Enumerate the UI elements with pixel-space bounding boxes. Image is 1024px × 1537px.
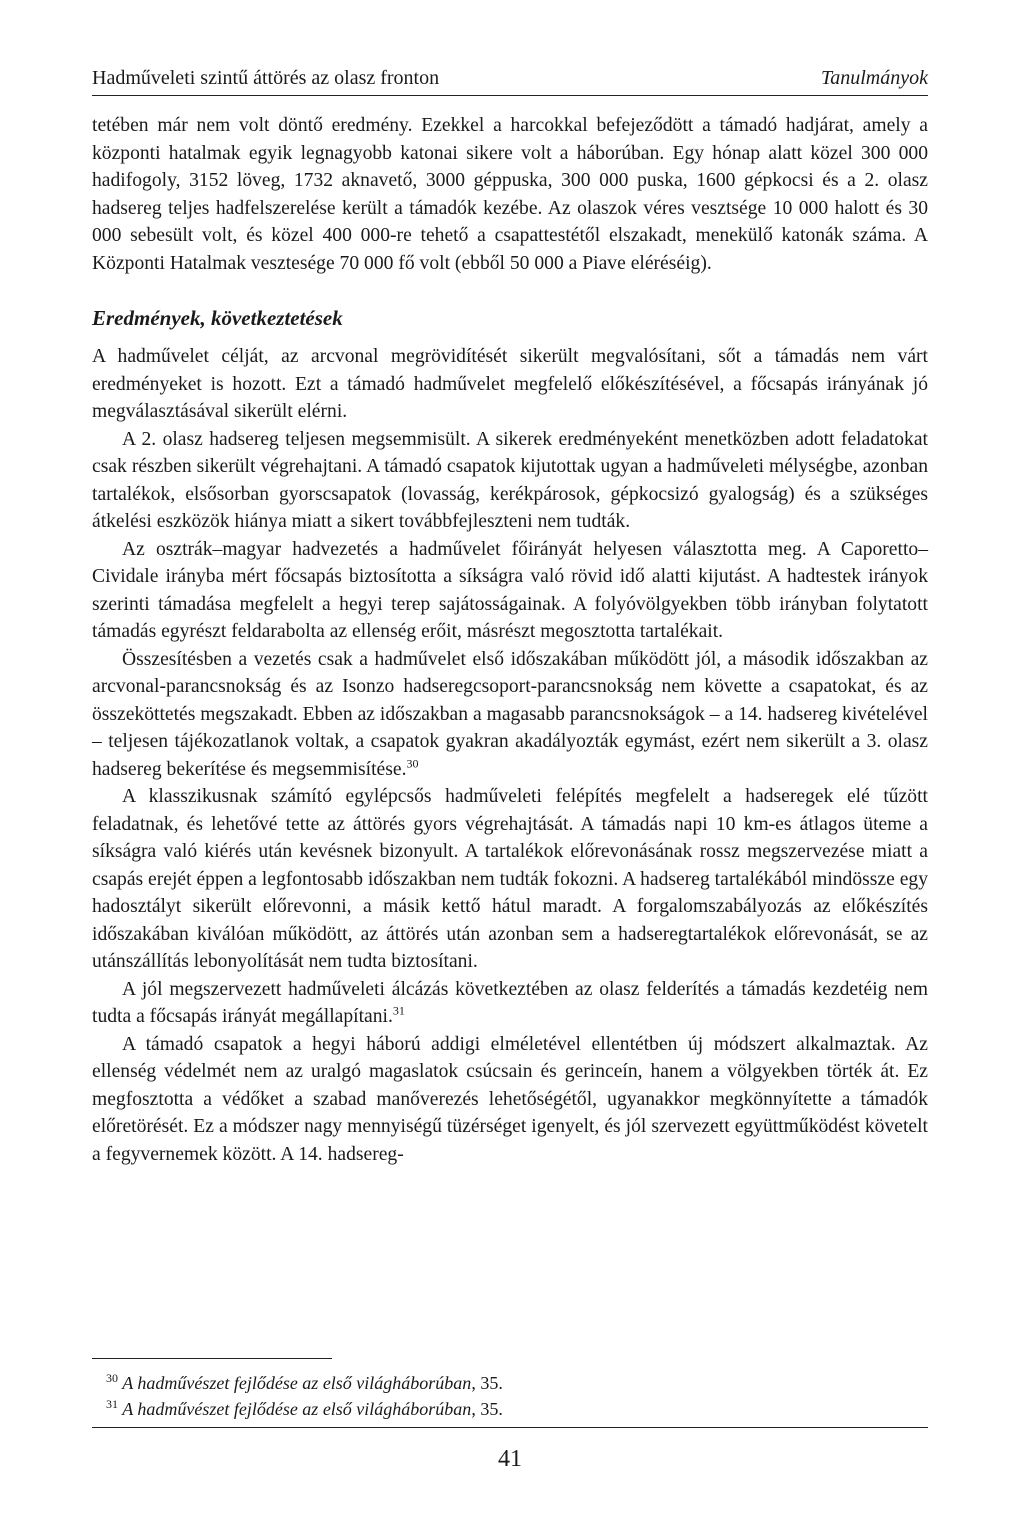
paragraph: A 2. olasz hadsereg teljesen megsemmisült. A sikerek eredményeként menetközben adott feladatokat csak részben sikerült végrehajtani. A támadó csapatok kijutottak ugyan a hadműveleti mélységbe, azonban tartalékok, elsősorban gyorscsapatok (lovasság, kerékpárosok, gépkocsizó gyalogság) és a szükséges átkelési eszközök hiánya miatt a sikert továbbfejleszteni nem tudták. [92,428,928,532]
paragraph [92,976,928,1031]
footnote [106,1370,926,1396]
paragraph-text: Összesítésben a vezetés csak a hadművelet első időszakában működött jól, a második időszakban az arcvonal-parancsnokság és az Isonzo hadseregcsoport-parancsnokság nem követte a csapatokat, és az összeköttetés megszakadt. Ebben az időszakban a magasabb parancsnokságok – a 14. hadsereg kivételével – teljesen tájékozatlanok voltak, a csapatok gyakran akadályozták egymást, ezért nem sikerült a 3. olasz hadsereg bekerítése és megsemmisítése. [92,648,928,780]
book-page [92,0,930,1537]
footer-divider [92,1427,928,1428]
footnotes [106,1370,926,1422]
section-heading: Eredmények, következtetések [92,306,343,330]
paragraph: A klasszikusnak számító egylépcsős hadműveleti felépítés megfelelt a hadseregek elé tűzött feladatnak, és lehetővé tette az áttörés gyors végrehajtását. A támadás napi 10 km-es átlagos üteme a síkságra való kiérés után kevésnek bizonyult. A tartalékok előrevonásának rossz megszervezése miatt a csapás erejét éppen a legfontosabb időszakban nem tudták fokozni. A hadsereg tartalékából mindössze egy hadosztályt sikerült előrevonni, a másik kettő hátul maradt. A forgalomszabályozás az előkészítés időszakában kiválóan működött, az áttörés után azonban sem a hadseregtartalékok előrevonását, se az utánszállítás lebonyolítását nem tudta biztosítani. [92,786,928,972]
page-number: 41 [498,1446,522,1472]
footnote-ref[interactable]: 30 [406,755,419,770]
body-text [92,112,928,1168]
footnote-divider [92,1358,332,1359]
paragraph: Az osztrák–magyar hadvezetés a hadművelet főirányát helyesen választotta meg. A Caporetto–Cividale irányba mért főcsapás biztosította a síkságra való rövid idő alatti kijutást. A hadtestek irányok szerinti támadása megfelelt a hegyi terep sajátosságainak. A folyóvölgyekben több irányban folytatott támadás egyrészt feldarabolta az ellenség erőit, másrészt megosztotta tartalékait. [92,538,928,642]
paragraph-text: A jól megszervezett hadműveleti álcázás következtében az olasz felderítés a támadás kezdetéig nem tudta a főcsapás irányát megállapítani. [92,978,928,1027]
footnote-page: , 35. [471,1373,503,1393]
footnote-title: A hadművészet fejlődése az első világháborúban [122,1399,472,1419]
header-section: Tanulmányok [820,67,928,89]
footnote-ref[interactable]: 31 [392,1003,405,1018]
running-header [92,67,928,96]
footnote-title: A hadművészet fejlődése az első világháborúban [122,1373,472,1393]
footnote [106,1396,926,1422]
paragraph: A támadó csapatok a hegyi háború addigi elméletével ellentétben új módszert alkalmaztak. Az ellenség védelmét nem az uralgó magaslatok csúcsain és gerinceín, hanem a völgyekben törték át. Ez megfosztotta a védőket a szabad manőverezés lehetőségétől, ugyanakkor megkönnyítette a támadók előretörését. Ez a módszer nagy mennyiségű tüzérséget igenyelt, és jól szervezett együttműködést követelt a fegyvernemek között. A 14. hadsereg- [92,1033,928,1165]
paragraph [92,646,928,784]
paragraph-continued: tetében már nem volt döntő eredmény. Ezekkel a harcokkal befejeződött a támadó hadjárat, amely a központi hatalmak egyik legnagyobb katonai sikere volt a háborúban. Egy hónap alatt közel 300 000 hadifogoly, 3152 löveg, 1732 aknavető, 3000 géppuska, 300 000 puska, 1600 gépkocsi és a 2. olasz hadsereg teljes hadfelszerelése került a támadók kezébe. Az olaszok véres vesztsége 10 000 halott és 30 000 sebesült volt, és közel 400 000-re tehető a csapattestétől elszakadt, menekülő katonák száma. A Központi Hatalmak vesztesége 70 000 fő volt (ebből 50 000 a Piave eléréséig). [92,115,928,274]
footnote-page: , 35. [471,1399,503,1419]
footnote-number: 30 [106,1371,118,1385]
footnote-number: 31 [106,1397,118,1411]
header-title: Hadműveleti szintű áttörés az olasz fronton [92,67,440,89]
paragraph: A hadművelet célját, az arcvonal megrövidítését sikerült megvalósítani, sőt a támadás nem várt eredményeket is hozott. Ezt a támadó hadművelet megfelelő előkészítésével, a főcsapás irányának jó megválasztásával sikerült elérni. [92,346,928,422]
